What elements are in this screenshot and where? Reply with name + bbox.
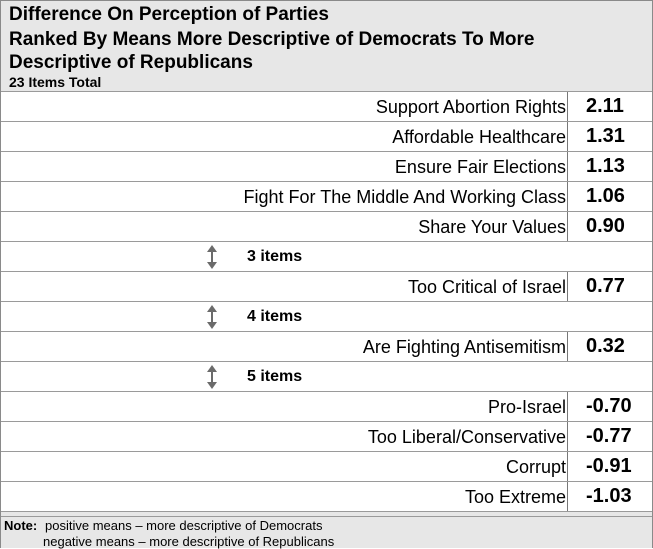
row-label: Share Your Values	[418, 217, 566, 237]
skipped-items-row	[1, 302, 652, 332]
row-value: -0.91	[567, 452, 652, 481]
row-value: 1.06	[567, 182, 652, 211]
items-total: 23 Items Total	[9, 74, 102, 90]
row-label: Affordable Healthcare	[392, 127, 566, 147]
row-label: Too Extreme	[464, 487, 566, 507]
table-row	[1, 482, 652, 512]
double-arrow-icon	[206, 245, 218, 269]
table-row	[1, 152, 652, 182]
skipped-items-label: 3 items	[247, 248, 303, 265]
skipped-items-label: 4 items	[247, 308, 303, 325]
row-value: 1.13	[567, 152, 652, 181]
double-arrow-icon	[206, 305, 218, 329]
row-label: Corrupt	[505, 457, 566, 477]
row-value: -0.70	[567, 392, 652, 421]
note-label: Note:	[4, 518, 38, 533]
table-row	[1, 92, 652, 122]
table-subtitle: Ranked By Means More Descriptive of Democrats To More Descriptive of Republicans	[9, 29, 535, 73]
table-rows	[1, 92, 652, 512]
table-note	[1, 516, 652, 548]
row-label: Support Abortion Rights	[375, 97, 566, 117]
row-label: Ensure Fair Elections	[394, 157, 566, 177]
row-value: 2.11	[567, 92, 652, 121]
table-row	[1, 212, 652, 242]
row-value: 0.32	[567, 332, 652, 361]
table-header	[1, 1, 652, 92]
row-label: Too Liberal/Conservative	[367, 427, 566, 447]
row-value: 1.31	[567, 122, 652, 151]
row-value: 0.77	[567, 272, 652, 301]
note-positive: positive means – more descriptive of Democrats	[45, 518, 323, 533]
table-row	[1, 422, 652, 452]
row-value: -1.03	[567, 482, 652, 511]
skipped-items-row	[1, 242, 652, 272]
table-row	[1, 332, 652, 362]
row-value: 0.90	[567, 212, 652, 241]
row-label: Fight For The Middle And Working Class	[243, 187, 566, 207]
row-label: Are Fighting Antisemitism	[362, 337, 566, 357]
skipped-items-row	[1, 362, 652, 392]
table-row	[1, 272, 652, 302]
skipped-items-label: 5 items	[247, 368, 303, 385]
row-value: -0.77	[567, 422, 652, 451]
row-label: Pro-Israel	[487, 397, 566, 417]
note-negative: negative means – more descriptive of Republicans	[43, 534, 335, 549]
table-row	[1, 452, 652, 482]
table-row	[1, 392, 652, 422]
table-title: Difference On Perception of Parties	[9, 4, 329, 25]
double-arrow-icon	[206, 365, 218, 389]
table-row	[1, 122, 652, 152]
row-label: Too Critical of Israel	[407, 277, 566, 297]
table-row	[1, 182, 652, 212]
